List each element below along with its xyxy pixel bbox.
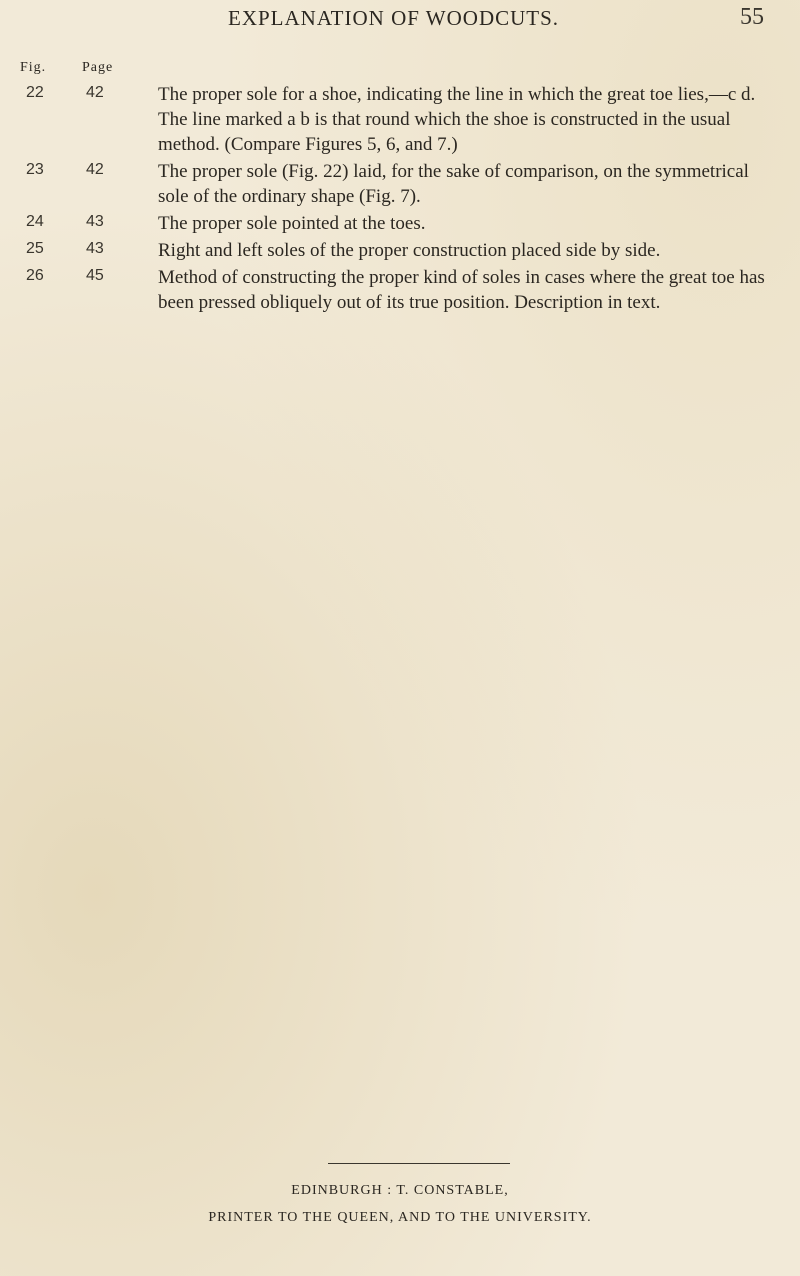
- list-item: [0, 263, 800, 315]
- page-number: 55: [740, 4, 764, 30]
- page-ref: 45: [86, 267, 104, 284]
- fig-column-heading: Fig.: [20, 60, 47, 75]
- woodcut-list: [0, 80, 800, 315]
- list-item: [0, 157, 800, 209]
- description: Method of constructing the proper kind of soles in cases where the great toe has been pressed obliquely out of its true position. Description in text.: [158, 267, 765, 313]
- page-ref: 43: [86, 240, 104, 257]
- page-column-heading: Page: [82, 60, 114, 75]
- footer-rule: [328, 1163, 510, 1164]
- fig-number: 25: [26, 240, 44, 257]
- printer-imprint-line-1: EDINBURGH : T. CONSTABLE,: [291, 1183, 509, 1198]
- printer-imprint-line-2: PRINTER TO THE QUEEN, AND TO THE UNIVERSITY.: [208, 1210, 592, 1225]
- page-ref: 42: [86, 84, 104, 101]
- description: Right and left soles of the proper construction placed side by side.: [158, 240, 661, 261]
- fig-number: 26: [26, 267, 44, 284]
- running-title: EXPLANATION OF WOODCUTS.: [228, 6, 560, 30]
- fig-number: 23: [26, 161, 44, 178]
- column-headings: [0, 60, 800, 80]
- list-item: [0, 236, 800, 263]
- page-ref: 43: [86, 213, 104, 230]
- page-ref: 42: [86, 161, 104, 178]
- description: The proper sole (Fig. 22) laid, for the sake of comparison, on the symmetrical sole of the ordinary shape (Fig. 7).: [158, 161, 749, 207]
- fig-number: 22: [26, 84, 44, 101]
- list-item: [0, 80, 800, 157]
- description: The proper sole pointed at the toes.: [158, 213, 426, 234]
- list-item: [0, 209, 800, 236]
- page-header: [0, 4, 800, 40]
- description: The proper sole for a shoe, indicating the line in which the great toe lies,—c d. The line marked a b is that round which the shoe is constructed in the usual method. (Compare Figures 5, 6, and 7.): [158, 84, 756, 155]
- fig-number: 24: [26, 213, 44, 230]
